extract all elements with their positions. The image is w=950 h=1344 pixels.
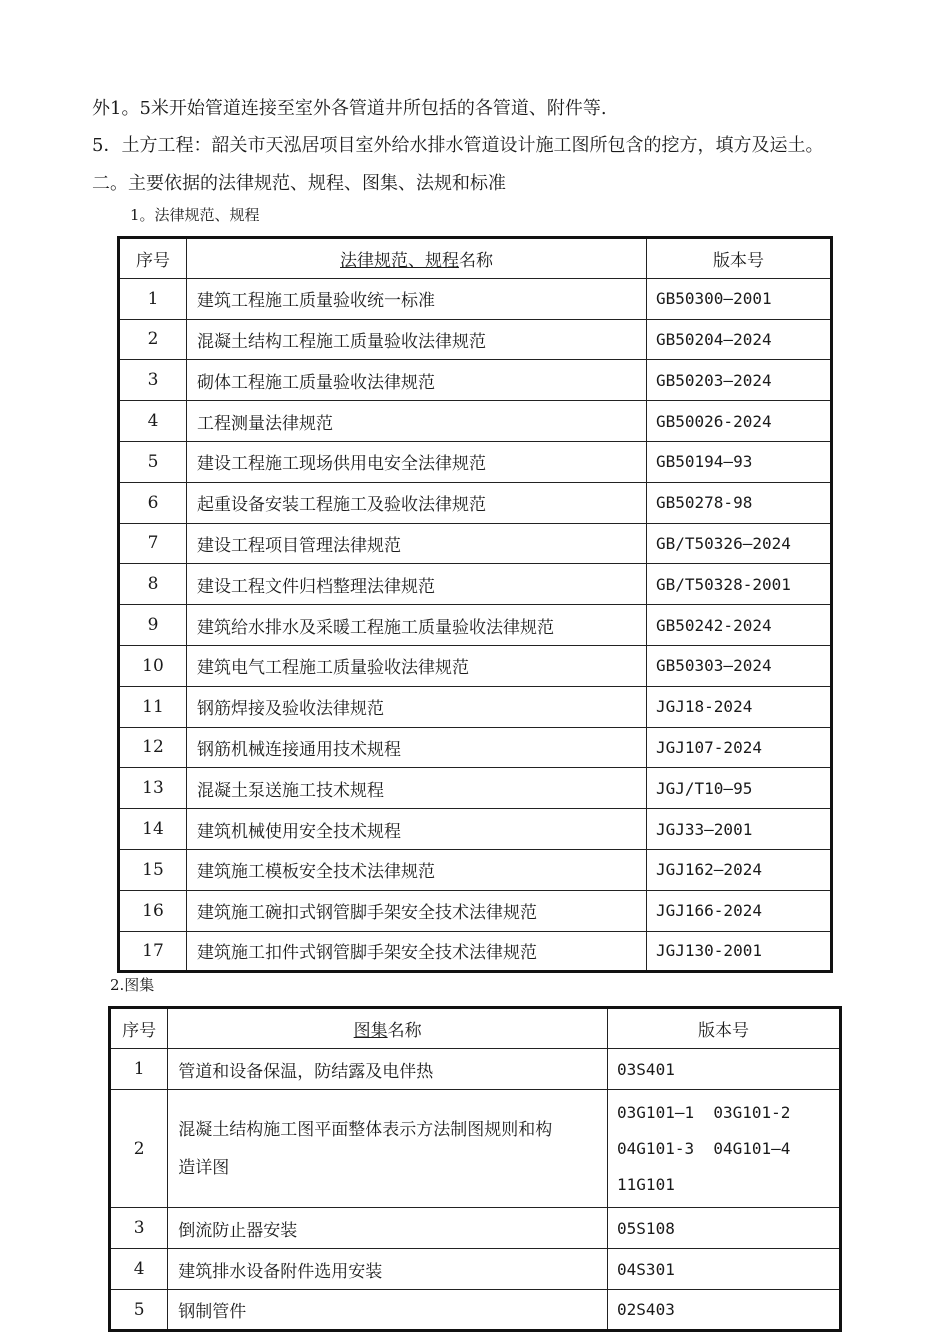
- row-no: 4: [119, 401, 187, 442]
- row-name: 混凝土结构工程施工质量验收法律规范: [187, 319, 647, 360]
- row-version: GB50242-2024: [647, 605, 832, 646]
- header-no: 序号: [119, 238, 187, 279]
- row-name: 钢筋焊接及验收法律规范: [187, 686, 647, 727]
- table-row: [119, 360, 832, 401]
- atlas-table: [108, 1006, 842, 1332]
- codes-table: [117, 236, 833, 973]
- table-row: [119, 441, 832, 482]
- row-no: 1: [110, 1049, 168, 1090]
- row-no: 10: [119, 645, 187, 686]
- row-name: 混凝土泵送施工技术规程: [187, 768, 647, 809]
- row-no: 8: [119, 564, 187, 605]
- row-version: GB50303—2024: [647, 645, 832, 686]
- table-row: [119, 564, 832, 605]
- header-name: [187, 238, 647, 279]
- row-version: JGJ130-2001: [647, 931, 832, 972]
- table-row: [119, 605, 832, 646]
- row-name: 管道和设备保温，防结露及电伴热: [168, 1049, 608, 1090]
- table-row: [110, 1290, 841, 1331]
- row-no: 6: [119, 482, 187, 523]
- row-name: 建筑施工扣件式钢管脚手架安全技术法律规范: [187, 931, 647, 972]
- row-name: 建筑给水排水及采暖工程施工质量验收法律规范: [187, 605, 647, 646]
- header-version: 版本号: [647, 238, 832, 279]
- table-row: [110, 1049, 841, 1090]
- header-name-rest: 名称: [387, 1021, 422, 1041]
- row-version: GB50203—2024: [647, 360, 832, 401]
- table-row: [119, 523, 832, 564]
- row-version-line: 03G101—1 03G101-2: [617, 1102, 791, 1122]
- row-version: JGJ33—2001: [647, 809, 832, 850]
- row-name: 钢制管件: [168, 1290, 608, 1331]
- paragraph-scope-pipes: 外1。5米开始管道连接至室外各管道井所包括的各管道、附件等.: [92, 98, 607, 119]
- table-row: [119, 931, 832, 972]
- row-name: 砌体工程施工质量验收法律规范: [187, 360, 647, 401]
- row-version: GB50194—93: [647, 441, 832, 482]
- header-no: 序号: [110, 1008, 168, 1049]
- row-no: 4: [110, 1249, 168, 1290]
- row-no: 3: [119, 360, 187, 401]
- table-row: [119, 890, 832, 931]
- row-no: 2: [119, 319, 187, 360]
- row-name: 建筑施工碗扣式钢管脚手架安全技术法律规范: [187, 890, 647, 931]
- table-header-row: [110, 1008, 841, 1049]
- row-version: GB/T50328-2001: [647, 564, 832, 605]
- row-version: GB50278-98: [647, 482, 832, 523]
- table-row: [119, 727, 832, 768]
- row-name: 建筑排水设备附件选用安装: [168, 1249, 608, 1290]
- row-no: 1: [119, 278, 187, 319]
- row-no: 17: [119, 931, 187, 972]
- subheading-codes: 1。法律规范、规程: [130, 206, 260, 224]
- row-no: 9: [119, 605, 187, 646]
- row-name-line: 造详图: [178, 1157, 230, 1178]
- table-row: [119, 401, 832, 442]
- row-name: 建筑工程施工质量验收统一标准: [187, 278, 647, 319]
- table-row: [110, 1249, 841, 1290]
- table-row: [119, 849, 832, 890]
- row-version: JGJ162—2024: [647, 849, 832, 890]
- table-row: [119, 686, 832, 727]
- row-version: JGJ166-2024: [647, 890, 832, 931]
- row-version: [608, 1090, 841, 1208]
- row-version: 04S301: [608, 1249, 841, 1290]
- row-version: JGJ/T10—95: [647, 768, 832, 809]
- section-heading-basis: 二。主要依据的法律规范、规程、图集、法规和标准: [92, 173, 506, 194]
- row-version: GB50204—2024: [647, 319, 832, 360]
- row-no: 7: [119, 523, 187, 564]
- row-no: 5: [119, 441, 187, 482]
- row-name: 工程测量法律规范: [187, 401, 647, 442]
- row-no: 13: [119, 768, 187, 809]
- row-name: 建设工程施工现场供用电安全法律规范: [187, 441, 647, 482]
- table-row: [110, 1090, 841, 1208]
- table-row: [110, 1208, 841, 1249]
- row-no: 11: [119, 686, 187, 727]
- row-version: 02S403: [608, 1290, 841, 1331]
- header-name: [168, 1008, 608, 1049]
- header-name-underlined: 法律规范、规程: [340, 250, 459, 271]
- row-no: 3: [110, 1208, 168, 1249]
- header-name-underlined: 图集: [353, 1021, 388, 1041]
- table-row: [119, 278, 832, 319]
- row-name: [168, 1090, 608, 1208]
- row-version: 03S401: [608, 1049, 841, 1090]
- row-name: 建筑电气工程施工质量验收法律规范: [187, 645, 647, 686]
- subheading-atlases: 2.图集: [110, 976, 155, 994]
- paragraph-earthwork: 5．土方工程：韶关市天泓居项目室外给水排水管道设计施工图所包含的挖方，填方及运土。: [92, 135, 824, 156]
- row-no: 15: [119, 849, 187, 890]
- row-no: 14: [119, 809, 187, 850]
- row-version: JGJ107-2024: [647, 727, 832, 768]
- header-version: 版本号: [608, 1008, 841, 1049]
- row-name: 钢筋机械连接通用技术规程: [187, 727, 647, 768]
- row-name-line: 混凝土结构施工图平面整体表示方法制图规则和构: [178, 1119, 553, 1140]
- row-no: 5: [110, 1290, 168, 1331]
- row-version: GB/T50326—2024: [647, 523, 832, 564]
- table-row: [119, 645, 832, 686]
- table-row: [119, 319, 832, 360]
- table-row: [119, 809, 832, 850]
- row-version-line: 04G101-3 04G101—4: [617, 1138, 791, 1158]
- header-name-rest: 名称: [459, 250, 493, 271]
- row-version: GB50026-2024: [647, 401, 832, 442]
- row-name: 建筑施工模板安全技术法律规范: [187, 849, 647, 890]
- row-name: 建设工程项目管理法律规范: [187, 523, 647, 564]
- row-no: 16: [119, 890, 187, 931]
- row-name: 建筑机械使用安全技术规程: [187, 809, 647, 850]
- row-version: GB50300—2001: [647, 278, 832, 319]
- row-no: 12: [119, 727, 187, 768]
- row-name: 建设工程文件归档整理法律规范: [187, 564, 647, 605]
- table-header-row: [119, 238, 832, 279]
- row-no: 2: [110, 1090, 168, 1208]
- row-name: 起重设备安装工程施工及验收法律规范: [187, 482, 647, 523]
- row-name: 倒流防止器安装: [168, 1208, 608, 1249]
- row-version: JGJ18-2024: [647, 686, 832, 727]
- table-row: [119, 482, 832, 523]
- row-version-line: 11G101: [617, 1174, 675, 1194]
- table-row: [119, 768, 832, 809]
- row-version: 05S108: [608, 1208, 841, 1249]
